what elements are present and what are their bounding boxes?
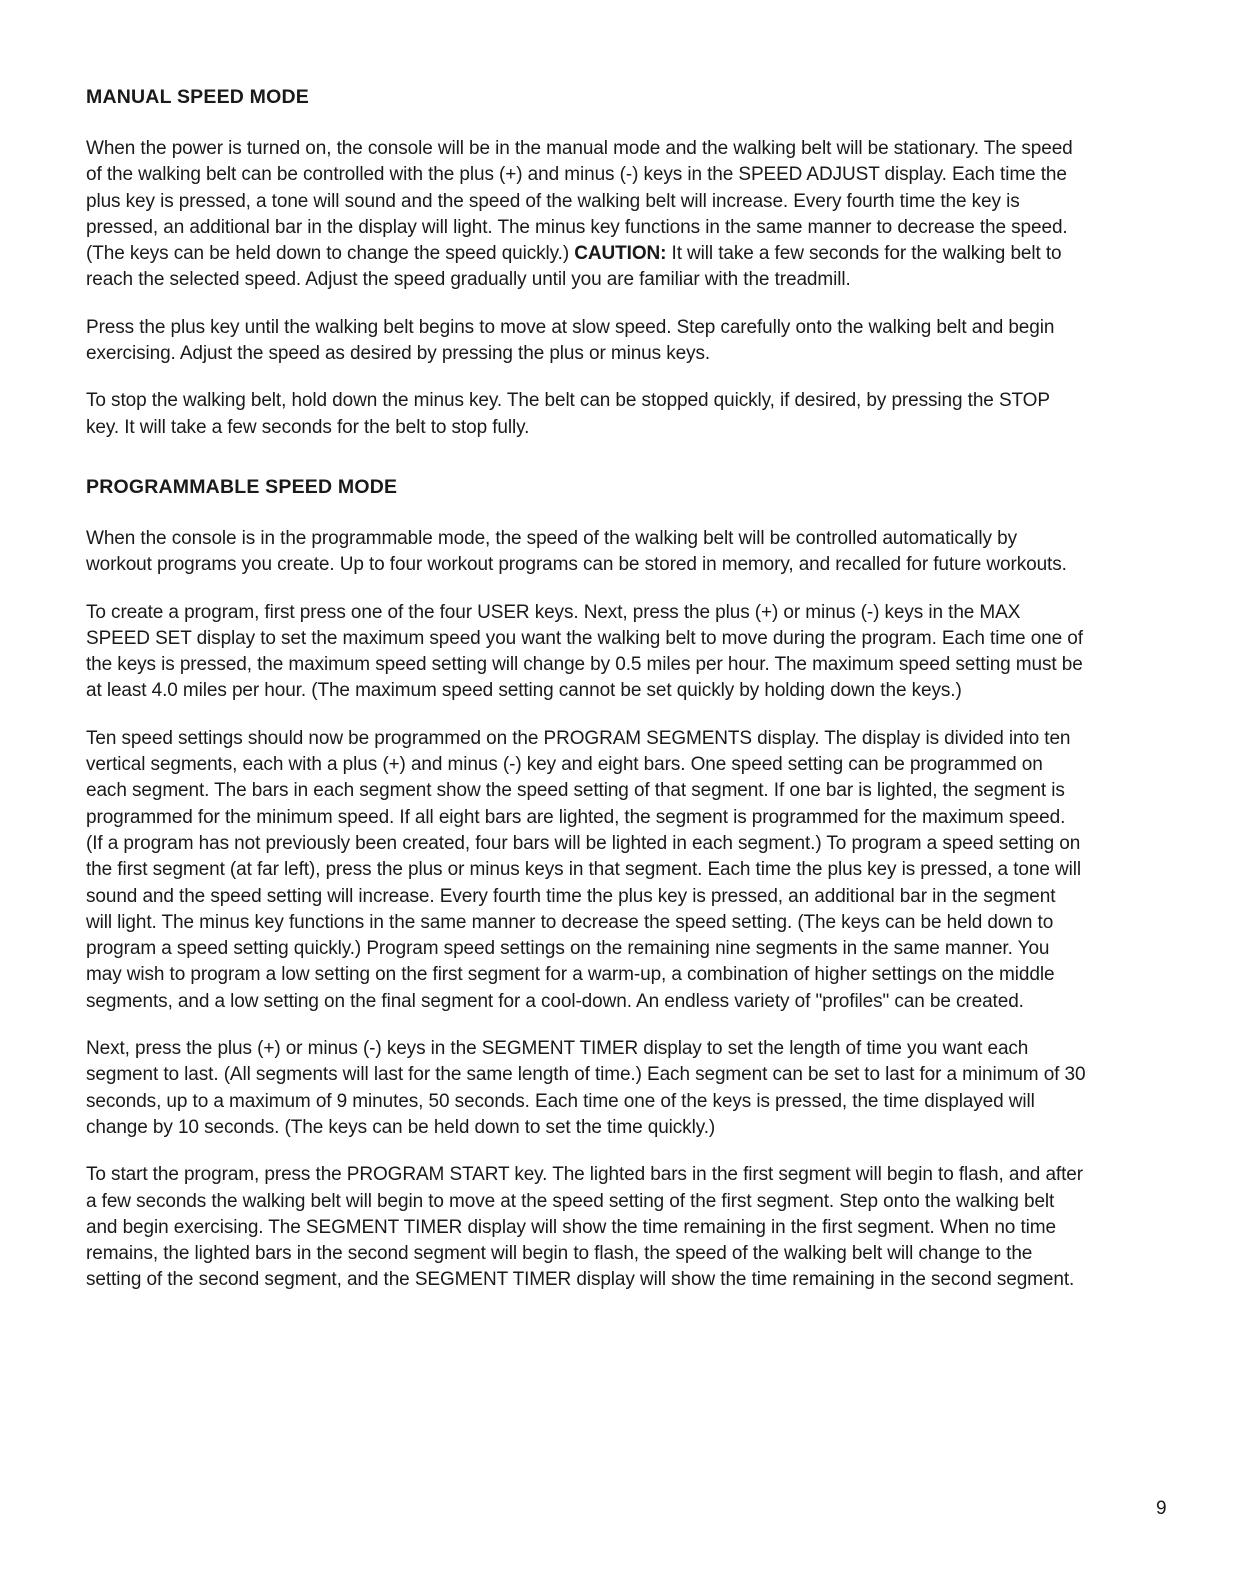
- manual-mode-paragraph-3: To stop the walking belt, hold down the minus key. The belt can be stopped quickly, if desired, by pressing the STOP key. It will take a few seconds for the belt to stop fully.: [86, 390, 1050, 438]
- programmable-mode-paragraph-1: When the console is in the programmable mode, the speed of the walking belt will be controlled automatically by workout programs you create. Up to four workout programs can be stored in memory, and recalled for future workouts.: [86, 527, 1067, 576]
- programmable-mode-paragraph-3: Ten speed settings should now be programmed on the PROGRAM SEGMENTS display. The display is divided into ten vertical segments, each with a plus (+) and minus (-) key and eight bars. One speed setting can be programmed on each segment. The bars in each segment show the speed setting of that segment. If one bar is lighted, the segment is programmed for the minimum speed. If all eight bars are lighted, the segment is programmed for the maximum speed. (If a program has not previously been created, four bars will be lighted in each segment.) To program a speed setting on the first segment (at far left), press the plus or minus keys in that segment. Each time the plus key is pressed, a tone will sound and the speed setting will increase. Every fourth time the plus key is pressed, an additional bar in the segment will light. The minus key functions in the same manner to decrease the speed setting. (The keys can be held down to program a speed setting quickly.) Program speed settings on the remaining nine segments in the same manner. You may wish to program a low setting on the first segment for a warm-up, a combination of higher settings on the middle segments, and a low setting on the final segment for a cool-down. An endless variety of "profiles" can be created.: [86, 727, 1081, 1012]
- programmable-mode-paragraph-4: Next, press the plus (+) or minus (-) keys in the SEGMENT TIMER display to set the length of time you want each segment to last. (All segments will last for the same length of time.) Each segment can be set to last for a minimum of 30 seconds, up to a maximum of 9 minutes, 50 seconds. Each time one of the keys is pressed, the time displayed will change by 10 seconds. (The keys can be held down to set the time quickly.): [86, 1038, 1086, 1138]
- document-page: [86, 84, 1086, 1294]
- manual-mode-paragraph-2: Press the plus key until the walking belt begins to move at slow speed. Step carefully onto the walking belt and begin exercising. Adjust the speed as desired by pressing the plus or minus keys.: [86, 316, 1055, 365]
- paragraph-text: When the power is turned on, the console will be in the manual mode and the walking belt will be stationary. The speed of the walking belt can be controlled with the plus (+) and minus (-) keys in the SPEED ADJUST display. Each time the plus key is pressed, a tone will sound and the speed of the walking belt will increase. Every fourth time the key is pressed, an additional bar in the display will light. The minus key functions in the same manner to decrease the speed. (The keys can be held down to change the speed quickly.): [86, 138, 1073, 265]
- page-number: 9: [1156, 1498, 1167, 1519]
- section-heading-programmable-speed-mode: PROGRAMMABLE SPEED MODE: [86, 475, 398, 498]
- programmable-mode-paragraph-2: To create a program, first press one of the four USER keys. Next, press the plus (+) or minus (-) keys in the MAX SPEED SET display to set the maximum speed you want the walking belt to move during the program. Each time one of the keys is pressed, the maximum speed setting will change by 0.5 miles per hour. The maximum speed setting must be at least 4.0 miles per hour. (The maximum speed setting cannot be set quickly by holding down the keys.): [86, 601, 1083, 702]
- section-heading-manual-speed-mode: MANUAL SPEED MODE: [86, 86, 309, 108]
- caution-label: CAUTION:: [574, 243, 667, 265]
- manual-mode-paragraph-1: [86, 136, 1086, 294]
- programmable-mode-paragraph-5: To start the program, press the PROGRAM START key. The lighted bars in the first segment will begin to flash, and after a few seconds the walking belt will begin to move at the speed setting of the first segment. Step onto the walking belt and begin exercising. The SEGMENT TIMER display will show the time remaining in the first segment. When no time remains, the lighted bars in the second segment will begin to flash, the speed of the walking belt will change to the setting of the second segment, and the SEGMENT TIMER display will show the time remaining in the second segment.: [86, 1164, 1083, 1291]
- caution-text: It will take a few seconds for the walking belt to reach the selected speed. Adjust the speed gradually until you are familiar with the treadmill.: [86, 243, 1062, 291]
